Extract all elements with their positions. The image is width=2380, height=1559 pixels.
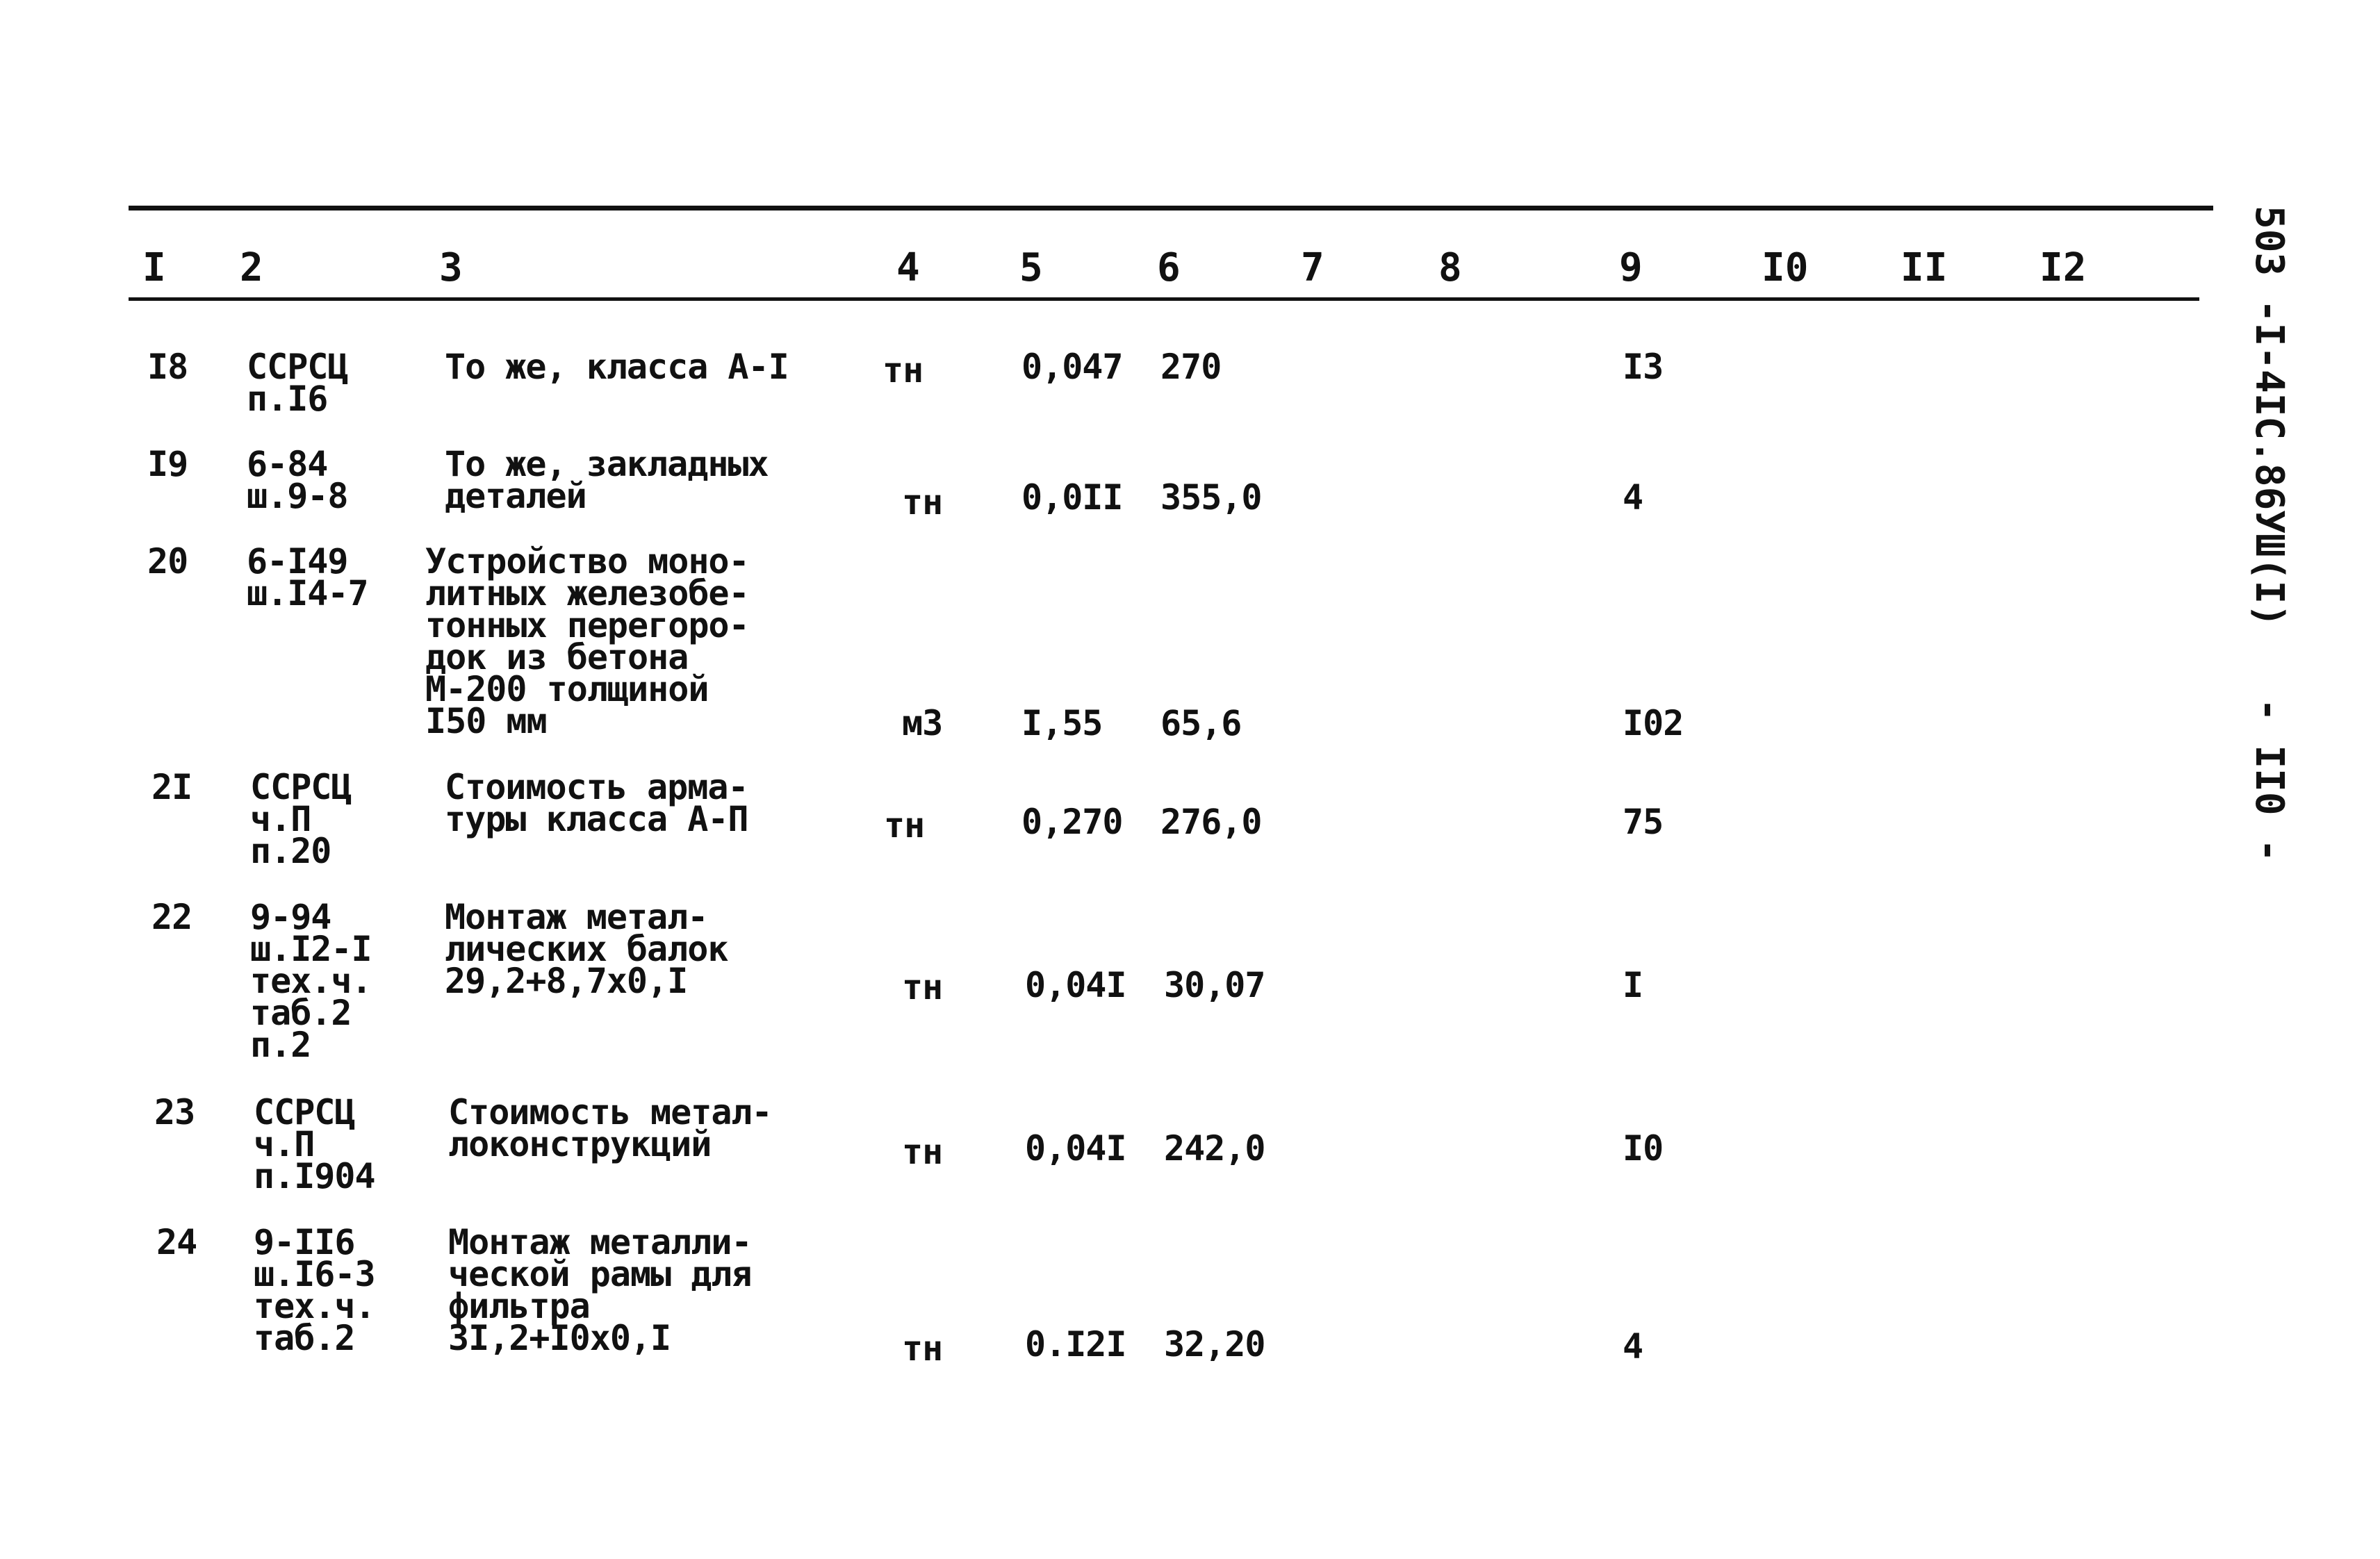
row-code: ССРСЦ ч.П п.20 xyxy=(250,767,352,871)
row-qty: I,55 xyxy=(1021,703,1103,743)
table-header-rule xyxy=(129,297,2199,301)
row-col9: I3 xyxy=(1623,347,1664,387)
row-number: I9 xyxy=(147,444,188,484)
column-header-2: 2 xyxy=(240,245,263,290)
row-col9: I xyxy=(1623,965,1643,1005)
row-col9: I02 xyxy=(1623,703,1684,743)
row-col9: 4 xyxy=(1623,477,1643,518)
row-code: 6-84 ш.9-8 xyxy=(247,444,348,516)
row-number: 2I xyxy=(151,767,192,807)
row-unit: тн xyxy=(883,350,924,390)
column-header-11: II xyxy=(1901,245,1948,290)
row-name: То же, закладных деталей xyxy=(445,444,769,516)
column-header-7: 7 xyxy=(1301,245,1324,290)
row-price: 270 xyxy=(1160,347,1222,387)
row-unit: тн xyxy=(902,1328,943,1369)
row-number: 22 xyxy=(151,897,192,937)
row-qty: 0,04I xyxy=(1025,965,1126,1005)
row-unit: тн xyxy=(884,805,925,846)
column-header-9: 9 xyxy=(1619,245,1643,290)
row-qty: 0,270 xyxy=(1021,802,1123,842)
document-code: 503 -I-4IC.86УШ(I) xyxy=(2247,206,2292,627)
row-unit: тн xyxy=(902,1132,943,1172)
row-number: 24 xyxy=(156,1222,197,1262)
row-qty: 0.I2I xyxy=(1025,1324,1126,1364)
row-name: Монтаж металли- ческой рамы для фильтра 3I,2+I0х0,I xyxy=(448,1222,752,1358)
row-col9: I0 xyxy=(1623,1128,1664,1169)
row-number: 23 xyxy=(154,1092,195,1132)
row-price: 355,0 xyxy=(1160,477,1262,518)
row-qty: 0,0II xyxy=(1021,477,1123,518)
column-header-1: I xyxy=(142,245,166,290)
row-price: 30,07 xyxy=(1164,965,1265,1005)
row-number: I8 xyxy=(147,347,188,387)
column-header-8: 8 xyxy=(1438,245,1462,290)
column-header-6: 6 xyxy=(1157,245,1181,290)
row-unit: м3 xyxy=(902,703,943,743)
row-unit: тн xyxy=(902,967,943,1007)
row-code: 6-I49 ш.I4-7 xyxy=(247,541,368,613)
row-unit: тн xyxy=(902,482,943,522)
column-header-3: 3 xyxy=(439,245,463,290)
row-name: Монтаж метал- лических балок 29,2+8,7х0,I xyxy=(445,897,728,1001)
row-name: Устройство моно- литных железобе- тонных перегоро- док из бетона М-200 толщиной I50 мм xyxy=(425,541,749,741)
column-header-4: 4 xyxy=(896,245,920,290)
row-col9: 4 xyxy=(1623,1326,1643,1367)
row-qty: 0,047 xyxy=(1021,347,1123,387)
row-price: 32,20 xyxy=(1164,1324,1265,1364)
table-top-rule xyxy=(129,206,2213,211)
row-name: Стоимость метал- локонструкций xyxy=(448,1092,772,1164)
row-name: Стоимость арма- туры класса А-П xyxy=(445,767,748,839)
row-name: То же, класса А-I xyxy=(445,347,789,387)
column-header-5: 5 xyxy=(1019,245,1043,290)
page-number: - II0 - xyxy=(2247,698,2292,863)
row-code: ССРСЦ п.I6 xyxy=(247,347,348,419)
row-price: 65,6 xyxy=(1160,703,1242,743)
row-col9: 75 xyxy=(1623,802,1664,842)
row-code: 9-II6 ш.I6-3 тех.ч. таб.2 xyxy=(254,1222,375,1358)
row-price: 242,0 xyxy=(1164,1128,1265,1169)
row-number: 20 xyxy=(147,541,188,581)
row-code: ССРСЦ ч.П п.I904 xyxy=(254,1092,375,1196)
row-qty: 0,04I xyxy=(1025,1128,1126,1169)
row-code: 9-94 ш.I2-I тех.ч. таб.2 п.2 xyxy=(250,897,372,1065)
row-price: 276,0 xyxy=(1160,802,1262,842)
column-header-10: I0 xyxy=(1762,245,1809,290)
column-header-12: I2 xyxy=(2040,245,2087,290)
